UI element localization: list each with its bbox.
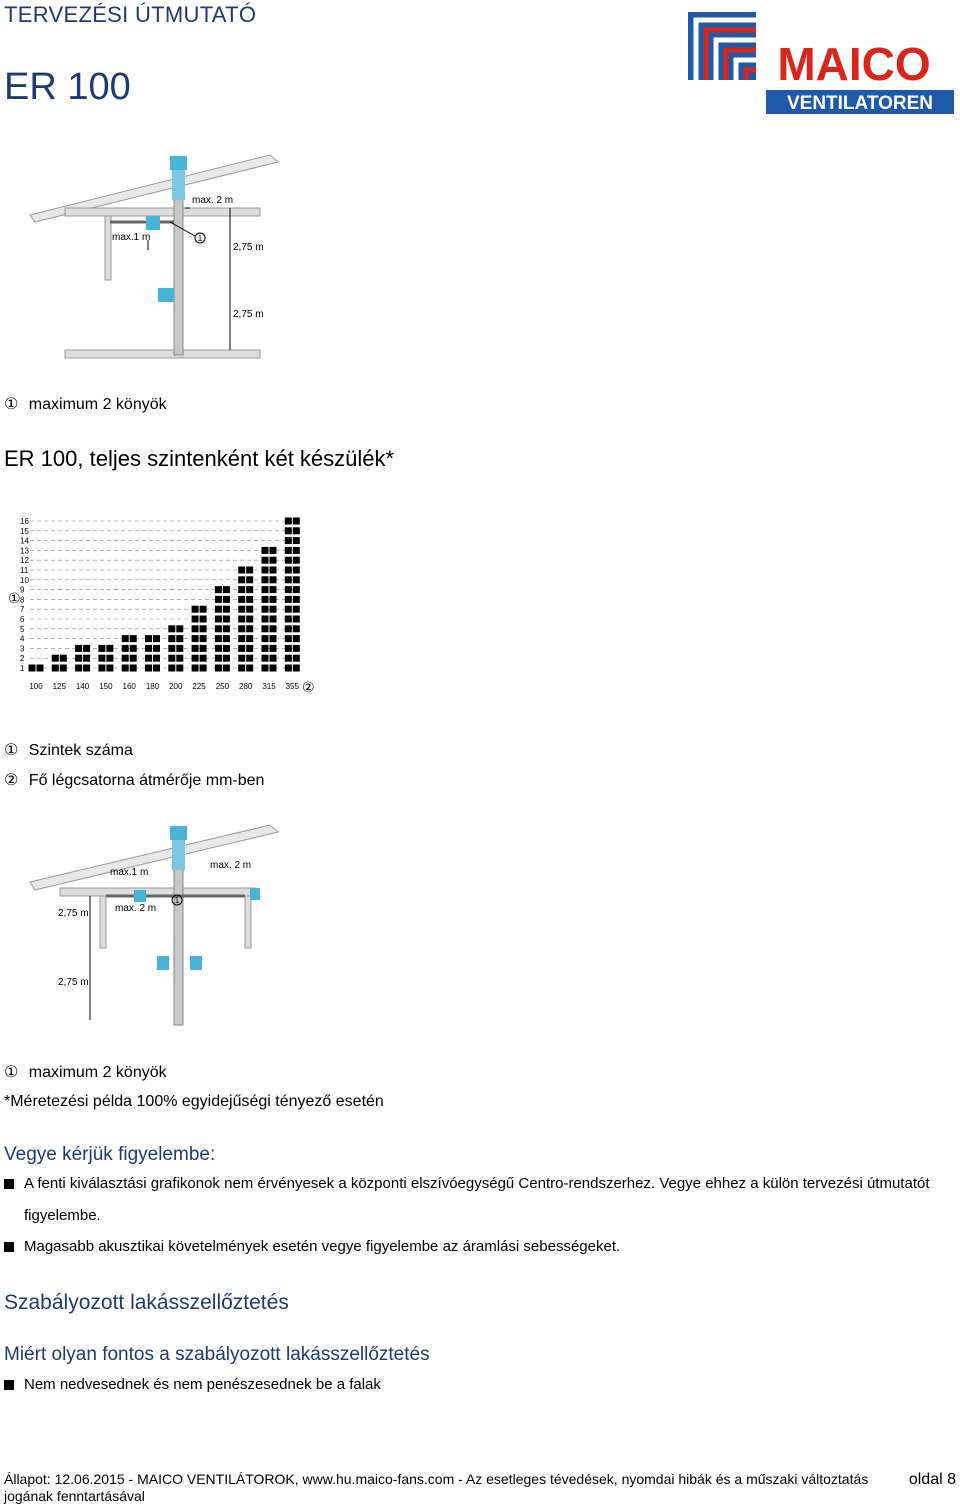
- device-mark: [145, 655, 152, 662]
- chart-x-ticks: [29, 682, 299, 691]
- device-mark: [145, 635, 152, 642]
- device-mark: [176, 655, 183, 662]
- device-mark: [270, 606, 277, 613]
- document-type-label: TERVEZÉSI ÚTMUTATÓ: [4, 2, 257, 27]
- device-mark: [168, 635, 175, 642]
- y-tick-label: 11: [20, 566, 29, 575]
- device-mark: [293, 567, 300, 574]
- device-mark: [293, 518, 300, 525]
- device-mark: [285, 596, 292, 603]
- height-label-upper: 2,75 m: [58, 908, 89, 919]
- legend1-item-2: [4, 770, 264, 790]
- max-2m-label-top: max. 2 m: [210, 860, 252, 871]
- figure2-note: [4, 1062, 167, 1082]
- x-tick-label: 280: [239, 682, 253, 691]
- x-tick-label: 150: [99, 682, 113, 691]
- x-tick-label: 125: [52, 682, 66, 691]
- x-tick-label: 250: [215, 682, 230, 691]
- figure1-note: [4, 394, 167, 414]
- device-mark: [122, 655, 129, 662]
- device-mark: [262, 557, 269, 564]
- device-mark: [246, 625, 253, 632]
- y-tick-label: 8: [20, 595, 25, 605]
- device-mark: [223, 635, 230, 642]
- device-mark: [200, 635, 207, 642]
- roof: [30, 825, 278, 890]
- device-mark: [106, 665, 113, 672]
- device-mark: [200, 606, 207, 613]
- device-mark: [262, 576, 269, 583]
- device-mark: [75, 645, 82, 652]
- device-mark: [145, 665, 152, 672]
- device-mark: [270, 645, 277, 652]
- device-mark: [293, 665, 300, 672]
- device-mark: [293, 645, 300, 652]
- x-tick-label: 160: [122, 682, 136, 691]
- device-mark: [246, 576, 253, 583]
- device-mark: [153, 665, 160, 672]
- installation-diagram-2: [0, 820, 290, 1030]
- device-mark: [238, 586, 245, 593]
- y-tick-label: 1: [20, 664, 25, 673]
- y-tick-label: 15: [20, 526, 29, 536]
- device-mark: [293, 596, 300, 603]
- device-mark: [215, 586, 222, 593]
- device-mark: [270, 557, 277, 564]
- notice-bullet-2: [4, 1232, 620, 1262]
- device-mark: [122, 645, 129, 652]
- legend-text: Szintek száma: [28, 742, 133, 759]
- bullet-text: A fenti kiválasztási grafikonok nem érvényesek a központi elszívóegységű Centro-rendszerhez. Vegye ehhez a külön tervezési útmutatót: [24, 1175, 930, 1192]
- device-mark: [153, 645, 160, 652]
- device-mark: [238, 625, 245, 632]
- note-text: maximum 2 könyök: [28, 396, 167, 413]
- device-mark: [270, 655, 277, 662]
- device-mark: [238, 645, 245, 652]
- device-mark: [270, 635, 277, 642]
- device-mark: [262, 645, 269, 652]
- legend-marker: ②: [4, 772, 19, 789]
- device-mark: [176, 625, 183, 632]
- chart-y-ticks: [20, 517, 29, 673]
- device-mark: [75, 655, 82, 662]
- device-mark: [215, 665, 222, 672]
- riser-top: [172, 170, 185, 200]
- device-mark: [130, 635, 137, 642]
- y-tick-label: 16: [20, 517, 29, 526]
- wall-segment: [105, 216, 111, 280]
- y-tick-label: 6: [20, 615, 25, 624]
- section2-bullet-1: [4, 1370, 381, 1400]
- device-mark: [285, 557, 292, 564]
- device-mark: [285, 547, 292, 554]
- riser-top: [172, 840, 185, 870]
- legend-marker: ①: [4, 742, 19, 759]
- wall-left: [100, 896, 106, 948]
- section2-title: Szabályozott lakásszellőztetés: [4, 1291, 289, 1314]
- device-mark: [130, 645, 137, 652]
- device-mark: [285, 606, 292, 613]
- device-mark: [122, 635, 129, 642]
- device-mark: [83, 665, 90, 672]
- device-mark: [168, 625, 175, 632]
- device-mark: [176, 645, 183, 652]
- device-mark: [293, 655, 300, 662]
- device-mark: [293, 576, 300, 583]
- note-marker: ①: [4, 1064, 19, 1081]
- device-mark: [75, 665, 82, 672]
- max-2m-label-mid: max. 2 m: [115, 903, 157, 914]
- device-mark: [238, 635, 245, 642]
- y-tick-label: 14: [20, 536, 29, 546]
- chart-grid: [30, 521, 298, 668]
- device-mark: [106, 655, 113, 662]
- x-tick-label: 225: [192, 682, 206, 691]
- device-mark: [223, 616, 230, 623]
- device-mark: [262, 596, 269, 603]
- device-mark: [270, 596, 277, 603]
- device-mark: [176, 665, 183, 672]
- maico-logo: [686, 10, 958, 116]
- device-mark: [83, 645, 90, 652]
- y-tick-label: 2: [20, 654, 25, 664]
- device-mark: [176, 635, 183, 642]
- device-mark: [168, 665, 175, 672]
- device-mark: [285, 567, 292, 574]
- device-mark: [270, 586, 277, 593]
- device-mark: [270, 576, 277, 583]
- floor-slab-lower: [65, 350, 260, 358]
- device-mark: [238, 655, 245, 662]
- device-mark: [215, 616, 222, 623]
- device-upper-right: [250, 888, 260, 900]
- x-tick-label: 315: [262, 682, 276, 691]
- device-mark: [262, 606, 269, 613]
- device-mark: [192, 635, 199, 642]
- device-mark: [238, 665, 245, 672]
- device-mark: [223, 596, 230, 603]
- legend-text: Fő légcsatorna átmérője mm-ben: [28, 772, 265, 789]
- device-mark: [246, 567, 253, 574]
- device-mark: [223, 655, 230, 662]
- max-1m-label: max.1 m: [110, 867, 149, 878]
- device-mark: [285, 586, 292, 593]
- device-mark: [200, 616, 207, 623]
- device-mark: [246, 655, 253, 662]
- device-mark: [200, 645, 207, 652]
- device-mark: [192, 616, 199, 623]
- device-mark: [223, 665, 230, 672]
- roof-outlet: [170, 826, 187, 840]
- roof-outlet: [170, 156, 187, 170]
- max-2m-label: max. 2 m: [192, 195, 234, 206]
- y-tick-label: 3: [20, 644, 25, 654]
- bullet-icon: [4, 1179, 14, 1189]
- device-mark: [168, 655, 175, 662]
- device-mark: [52, 655, 59, 662]
- bullet-text: Magasabb akusztikai követelmények esetén vegye figyelembe az áramlási sebességeket.: [24, 1238, 621, 1255]
- device-mark: [285, 645, 292, 652]
- section2-subtitle: Miért olyan fontos a szabályozott lakásszellőztetés: [4, 1344, 430, 1365]
- notice-bullet-1: [4, 1169, 930, 1199]
- height-label-upper: 2,75 m: [233, 242, 264, 253]
- device-mark: [130, 665, 137, 672]
- device-mark: [122, 665, 129, 672]
- device-mark: [238, 567, 245, 574]
- device-mark: [168, 645, 175, 652]
- device-mark: [60, 665, 67, 672]
- device-mark: [223, 606, 230, 613]
- device-mark: [238, 606, 245, 613]
- bullet-text: Nem nedvesednek és nem penészesednek be a falak: [24, 1376, 381, 1393]
- device-mark: [285, 576, 292, 583]
- device-mark: [246, 616, 253, 623]
- x-tick-label: 100: [29, 682, 43, 691]
- device-mark: [262, 665, 269, 672]
- x-tick-label: 140: [75, 682, 90, 691]
- device-upper-left: [134, 890, 146, 902]
- device-mark: [285, 537, 292, 544]
- device-mark: [192, 665, 199, 672]
- notice-title: Vegye kérjük figyelembe:: [4, 1144, 216, 1165]
- device-mark: [83, 655, 90, 662]
- y-tick-label: 10: [20, 575, 29, 585]
- x-tick-label: 180: [145, 682, 160, 691]
- device-mark: [215, 655, 222, 662]
- device-mark: [262, 586, 269, 593]
- device-mark: [262, 655, 269, 662]
- device-mark: [262, 547, 269, 554]
- device-mark: [246, 606, 253, 613]
- device-mark: [262, 635, 269, 642]
- logo-name: MAICO: [777, 38, 931, 90]
- device-mark: [192, 606, 199, 613]
- device-mark: [246, 665, 253, 672]
- device-mark: [262, 567, 269, 574]
- y-tick-label: 12: [20, 556, 29, 566]
- device-mark: [215, 625, 222, 632]
- notice-bullet-1-cont: figyelembe.: [24, 1207, 101, 1224]
- device-mark: [223, 586, 230, 593]
- device-mark: [293, 625, 300, 632]
- device-mark: [285, 625, 292, 632]
- installation-diagram-1: [0, 150, 330, 365]
- legend1-item-1: [4, 740, 133, 760]
- device-mark: [285, 527, 292, 534]
- device-mark: [285, 655, 292, 662]
- device-mark: [200, 665, 207, 672]
- device-mark: [60, 655, 67, 662]
- device-mark: [106, 645, 113, 652]
- device-mark: [270, 625, 277, 632]
- device-mark: [293, 616, 300, 623]
- device-mark: [200, 625, 207, 632]
- device-mark: [262, 616, 269, 623]
- device-mark: [270, 665, 277, 672]
- device-mark: [192, 655, 199, 662]
- device-mark: [130, 655, 137, 662]
- footer-line-2: jogának fenntartásával: [4, 1488, 145, 1504]
- device-mark: [270, 616, 277, 623]
- device-mark: [29, 665, 36, 672]
- section1-title: ER 100, teljes szintenként két készülék*: [4, 446, 395, 471]
- device-lower-right: [190, 956, 202, 970]
- y-tick-label: 4: [20, 634, 25, 644]
- device-mark: [98, 655, 105, 662]
- note-text: maximum 2 könyök: [28, 1064, 167, 1081]
- device-mark: [246, 586, 253, 593]
- device-mark: [270, 567, 277, 574]
- device-mark: [262, 625, 269, 632]
- device-mark: [270, 547, 277, 554]
- device-mark: [293, 547, 300, 554]
- wall-right: [245, 896, 251, 948]
- device-mark: [192, 645, 199, 652]
- chart-x-axis-marker: ②: [302, 679, 315, 695]
- max-1m-label: max.1 m: [112, 232, 151, 243]
- device-mark: [238, 596, 245, 603]
- bullet-icon: [4, 1380, 14, 1390]
- device-mark: [238, 576, 245, 583]
- device-mark: [285, 635, 292, 642]
- levels-chart: [0, 508, 330, 698]
- note-marker: ①: [4, 396, 19, 413]
- device-mark: [200, 655, 207, 662]
- bullet-icon: [4, 1242, 14, 1252]
- device-mark: [246, 645, 253, 652]
- product-title: ER 100: [4, 66, 131, 108]
- device-mark: [98, 665, 105, 672]
- footnote: *Méretezési példa 100% egyidejűségi tényező esetén: [4, 1093, 384, 1110]
- circle-marker-label: 1: [197, 234, 203, 243]
- device-mark: [285, 518, 292, 525]
- circle-marker-label: 1: [174, 896, 180, 905]
- device-mark: [215, 596, 222, 603]
- device-mark: [153, 635, 160, 642]
- device-mark: [293, 557, 300, 564]
- device-upper: [146, 216, 160, 230]
- device-mark: [98, 645, 105, 652]
- device-mark: [285, 665, 292, 672]
- device-mark: [285, 616, 292, 623]
- y-tick-label: 9: [20, 585, 25, 595]
- device-mark: [246, 635, 253, 642]
- device-mark: [223, 645, 230, 652]
- device-mark: [215, 645, 222, 652]
- device-mark: [215, 635, 222, 642]
- device-mark: [145, 645, 152, 652]
- device-mark: [37, 665, 44, 672]
- chart-y-axis-marker: ①: [8, 590, 21, 606]
- y-tick-label: 13: [20, 546, 29, 556]
- height-label-lower: 2,75 m: [233, 309, 264, 320]
- device-lower-left: [157, 956, 169, 970]
- x-tick-label: 200: [169, 682, 183, 691]
- x-tick-label: 355: [285, 682, 299, 691]
- floor-slab-upper: [65, 208, 260, 216]
- device-mark: [293, 537, 300, 544]
- page-number: oldal 8: [908, 1471, 956, 1488]
- device-mark: [52, 665, 59, 672]
- device-mark: [293, 527, 300, 534]
- logo-sub: VENTILATOREN: [786, 93, 934, 114]
- device-mark: [192, 625, 199, 632]
- y-tick-label: 5: [20, 624, 25, 634]
- device-mark: [293, 586, 300, 593]
- height-label-lower: 2,75 m: [58, 977, 89, 988]
- device-mark: [293, 635, 300, 642]
- device-mark: [238, 616, 245, 623]
- device-mark: [246, 596, 253, 603]
- device-mark: [293, 606, 300, 613]
- device-mark: [153, 655, 160, 662]
- footer-line-1: Állapot: 12.06.2015 - MAICO VENTILÁTOROK, www.hu.maico-fans.com - Az esetleges tévedések, nyomdai hibák és a műszaki változtatás: [4, 1471, 869, 1487]
- device-mark: [223, 625, 230, 632]
- y-tick-label: 7: [20, 605, 25, 615]
- device-lower: [158, 288, 174, 302]
- device-mark: [215, 606, 222, 613]
